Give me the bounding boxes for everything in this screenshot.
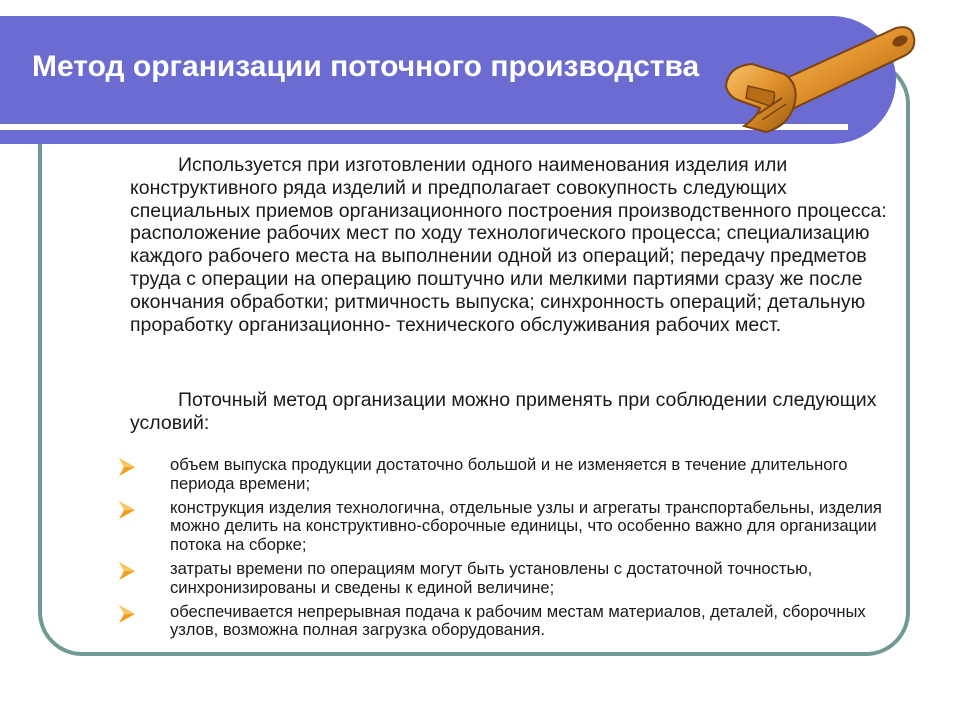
list-item [112,603,892,641]
conditions-paragraph: Поточный метод организации можно применять при соблюдении следующих условий: [130,389,877,434]
list-item-text: затраты времени по операциям могут быть установлены с достаточной точностью, синхронизированы и сведены к единой величине; [170,558,813,597]
conditions-list [112,456,892,645]
list-item [112,456,892,494]
arrow-bullet-icon [116,499,138,521]
list-item-text: объем выпуска продукции достаточно большой и не изменяется в течение длительного периода времени; [170,455,848,493]
list-item-text: конструкция изделия технологична, отдельные узлы и агрегаты транспортабельны, изделия можно делить на конструктивно-сборочные единицы, что особенно важно для организации потока на сборке; [170,497,882,555]
list-item [112,499,892,555]
arrow-bullet-icon [116,603,138,625]
arrow-bullet-icon [116,456,138,478]
intro-paragraph: Используется при изготовлении одного наименования изделия или конструктивного ряда изделий и предполагает совокупность следующих специальных приемов организационного построения производственного процесса: расположение рабочих мест по ходу технологического процесса; специализацию каждого рабочего места на выполнении одной из операций; передачу предметов труда с операции на операцию поштучно или мелкими партиями сразу же после окончания обработки; ритмичность выпуска; синхронность операций; детальную проработку организационно- технического обслуживания рабочих мест. [130,154,887,336]
wrench-icon [718,14,918,144]
arrow-bullet-icon [116,560,138,582]
slide-title: Метод организации поточного производства [32,50,700,83]
list-item-text: обеспечивается непрерывная подача к рабочим местам материалов, деталей, сборочных узлов, возможна полная загрузка оборудования. [170,601,866,640]
list-item [112,560,892,598]
